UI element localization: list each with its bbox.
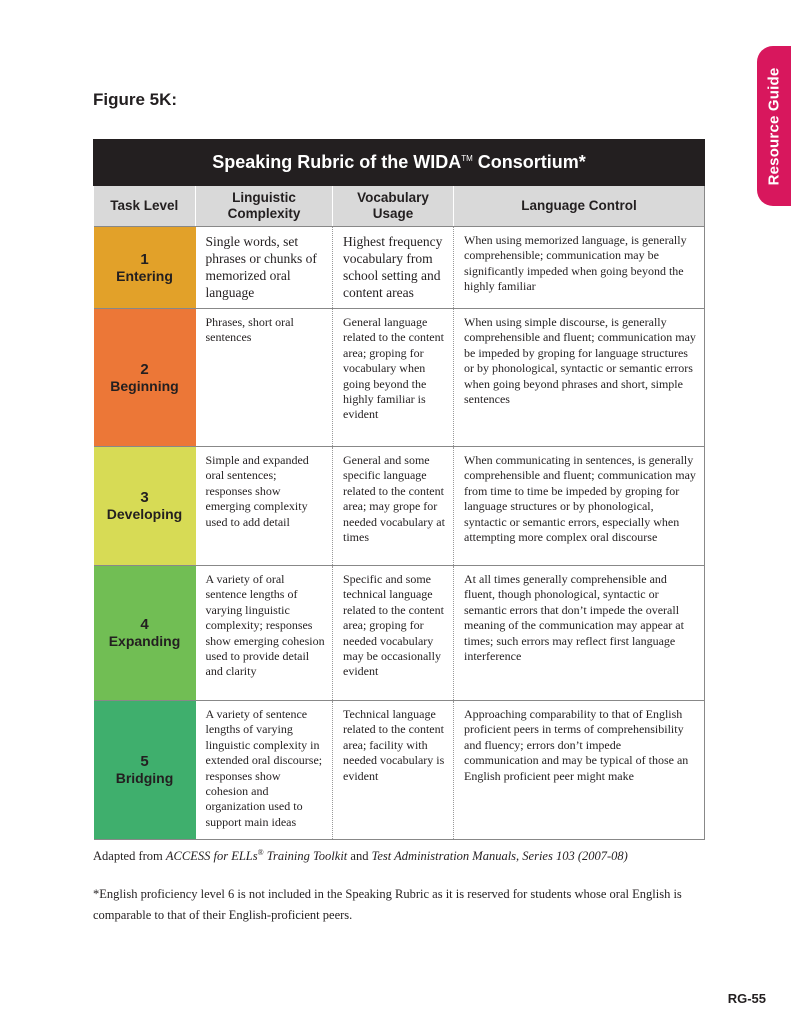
- header-task-level: Task Level: [94, 186, 196, 227]
- table-row: [94, 701, 705, 840]
- vocabulary-cell: General and some specific language related to the content area; may grope for needed vocabulary at times: [333, 447, 454, 566]
- resource-guide-tab: [757, 46, 791, 206]
- level-bridging: 5 Bridging: [94, 701, 196, 840]
- table-row: [94, 447, 705, 566]
- figure-label: Figure 5K:: [93, 90, 178, 109]
- footnote: *English proficiency level 6 is not included in the Speaking Rubric as it is reserved for students whose oral English is comparable to that of their English-proficient peers.: [93, 887, 682, 922]
- vocabulary-cell: Technical language related to the content area; facility with needed vocabulary is evident: [333, 701, 454, 840]
- level-expanding: 4 Expanding: [94, 566, 196, 701]
- linguistic-cell: A variety of oral sentence lengths of varying linguistic complexity; responses show emerging cohesion used to provide detail and clarity: [196, 566, 333, 701]
- control-cell: When using simple discourse, is generally comprehensible and fluent; communication may be impeded by groping for language structures or by phonological, syntactic or semantic errors when going beyond phrases and short, simple sentences: [454, 309, 705, 447]
- vocabulary-cell: Highest frequency vocabulary from school setting and content areas: [333, 227, 454, 309]
- table-title-row: [94, 140, 705, 186]
- page-number: RG-55: [727, 991, 766, 1006]
- speaking-rubric-table: [93, 139, 705, 840]
- table-title: Speaking Rubric of the WIDA™ Consortium*: [94, 140, 705, 186]
- control-cell: When communicating in sentences, is generally comprehensible and fluent; communication may from time to time be impeded by groping for language structures or by phonological, syntactic or semantic errors, especially when attempting more complex oral discourse: [454, 447, 705, 566]
- linguistic-cell: Simple and expanded oral sentences; responses show emerging complexity used to add detail: [196, 447, 333, 566]
- header-vocabulary-usage: Vocabulary Usage: [333, 186, 454, 227]
- table-row: [94, 227, 705, 309]
- linguistic-cell: Phrases, short oral sentences: [196, 309, 333, 447]
- vocabulary-cell: General language related to the content area; groping for vocabulary when going beyond the highly familiar is evident: [333, 309, 454, 447]
- level-entering: 1 Entering: [94, 227, 196, 309]
- control-cell: Approaching comparability to that of English proficient peers in terms of comprehensibility and fluency; errors don’t impede communication and may be typical of those an English proficient peer might make: [454, 701, 705, 840]
- source-note: Adapted from ACCESS for ELLs® Training Toolkit and Test Administration Manuals, Series 103 (2007-08): [93, 848, 628, 864]
- trademark-mark: TM: [461, 154, 473, 163]
- level-developing: 3 Developing: [94, 447, 196, 566]
- vocabulary-cell: Specific and some technical language related to the content area; groping for needed vocabulary may be occasionally evident: [333, 566, 454, 701]
- table-row: [94, 566, 705, 701]
- linguistic-cell: Single words, set phrases or chunks of memorized oral language: [196, 227, 333, 309]
- table-header-row: [94, 186, 705, 227]
- header-language-control: Language Control: [454, 186, 705, 227]
- control-cell: At all times generally comprehensible and fluent, though phonological, syntactic or semantic errors that don’t impede the overall meaning of the communication may appear at times; such errors may reflect first language interference: [454, 566, 705, 701]
- table-row: [94, 309, 705, 447]
- control-cell: When using memorized language, is generally comprehensible; communication may be significantly impeded when going beyond the highly familiar: [454, 227, 705, 309]
- header-linguistic-complexity: Linguistic Complexity: [196, 186, 333, 227]
- linguistic-cell: A variety of sentence lengths of varying linguistic complexity in extended oral discourse; responses show cohesion and organization used to support main ideas: [196, 701, 333, 840]
- level-beginning: 2 Beginning: [94, 309, 196, 447]
- resource-guide-label: Resource Guide: [765, 67, 783, 185]
